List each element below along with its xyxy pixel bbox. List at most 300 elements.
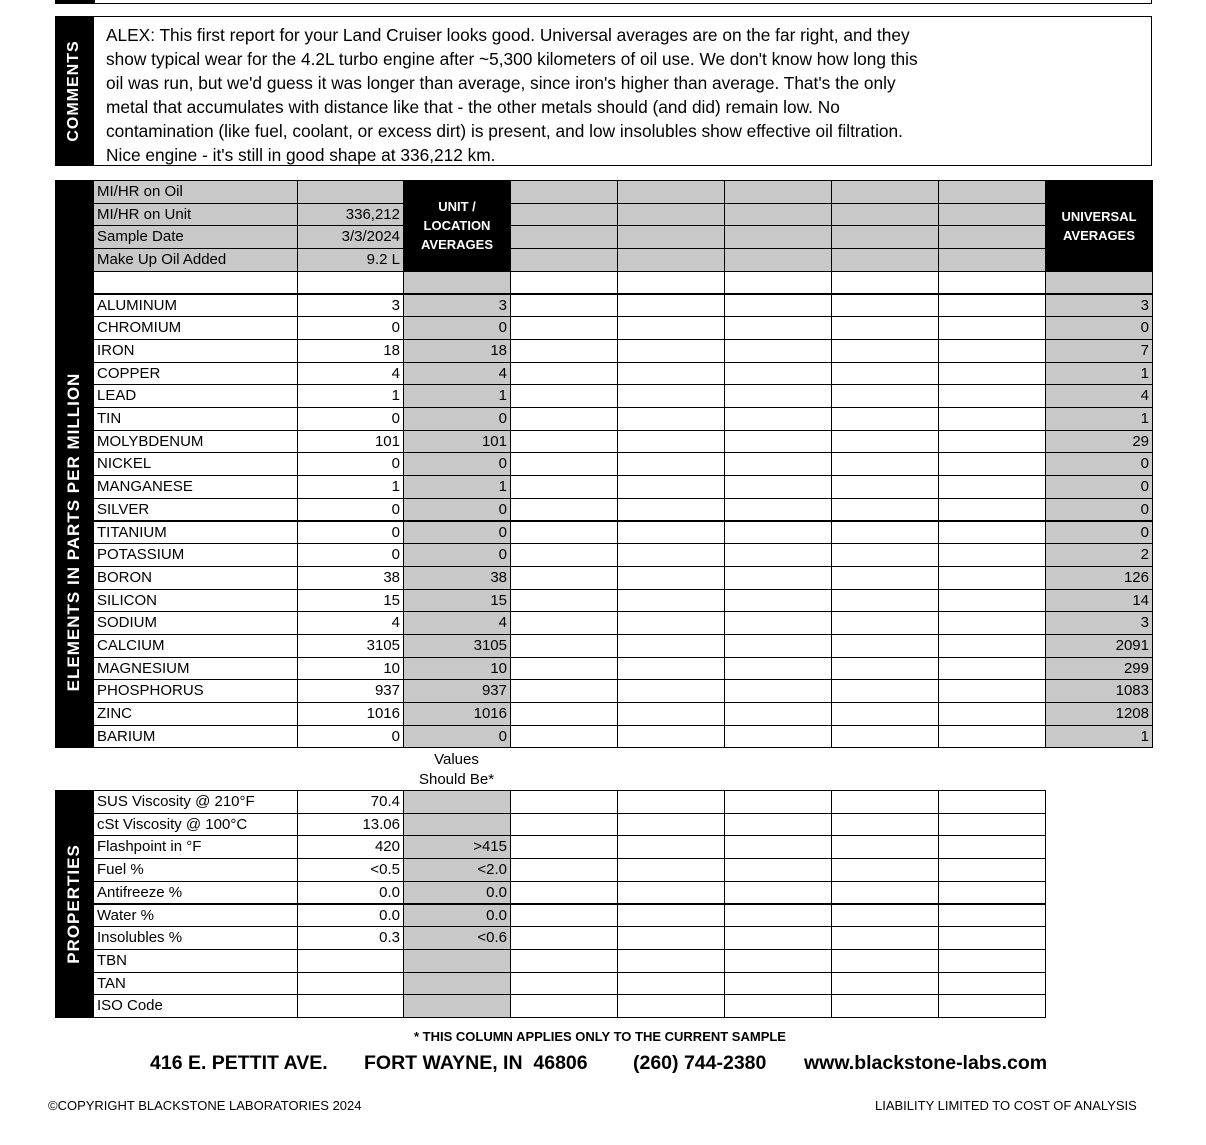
header-history-cell: [724, 203, 832, 227]
property-name: TBN: [93, 949, 298, 973]
header-history-cell: [831, 225, 939, 249]
element-value: 1: [297, 384, 404, 408]
element-history-cell: [831, 679, 939, 703]
elements-label-text: ELEMENTS IN PARTS PER MILLION: [64, 372, 83, 692]
element-name: LEAD: [93, 384, 298, 408]
element-name: BORON: [93, 566, 298, 590]
element-unit-average: 1: [403, 475, 511, 499]
element-history-cell: [510, 475, 618, 499]
property-history-cell: [938, 994, 1046, 1018]
element-unit-average: 15: [403, 589, 511, 613]
property-history-cell: [510, 835, 618, 859]
top-border-strip: [55, 0, 1152, 4]
element-history-cell: [510, 339, 618, 363]
element-value: 0: [297, 316, 404, 340]
property-history-cell: [938, 904, 1046, 928]
element-history-cell: [831, 362, 939, 386]
header-history-cell: [510, 180, 618, 204]
element-history-cell: [510, 679, 618, 703]
element-universal-average: 3: [1045, 294, 1153, 318]
header-history-cell: [510, 225, 618, 249]
element-unit-average: 1: [403, 384, 511, 408]
element-history-cell: [724, 339, 832, 363]
header-history-cell: [617, 203, 725, 227]
element-universal-average: 0: [1045, 316, 1153, 340]
universal-averages-header: UNIVERSAL AVERAGES: [1045, 180, 1153, 272]
element-history-cell: [938, 407, 1046, 431]
header-row-label: Sample Date: [93, 225, 298, 249]
element-history-cell: [831, 702, 939, 726]
element-universal-average: 0: [1045, 475, 1153, 499]
element-history-cell: [617, 725, 725, 749]
element-history-cell: [938, 589, 1046, 613]
property-value: [297, 972, 404, 996]
elements-section-label: [55, 180, 93, 748]
property-value: 70.4: [297, 790, 404, 814]
column-footnote: * THIS COLUMN APPLIES ONLY TO THE CURRENT SAMPLE: [414, 1029, 786, 1044]
element-history-cell: [938, 634, 1046, 658]
spacer-cell: [93, 271, 298, 295]
element-unit-average: 4: [403, 611, 511, 635]
element-name: TITANIUM: [93, 521, 298, 545]
element-value: 15: [297, 589, 404, 613]
property-history-cell: [831, 926, 939, 950]
property-history-cell: [617, 881, 725, 905]
element-unit-average: 0: [403, 452, 511, 476]
header-row-value: 9.2 L: [297, 248, 404, 272]
element-history-cell: [938, 679, 1046, 703]
header-history-cell: [831, 180, 939, 204]
element-name: CALCIUM: [93, 634, 298, 658]
property-history-cell: [617, 904, 725, 928]
element-history-cell: [938, 452, 1046, 476]
element-history-cell: [510, 294, 618, 318]
element-value: 0: [297, 543, 404, 567]
element-history-cell: [831, 430, 939, 454]
element-universal-average: 1: [1045, 362, 1153, 386]
spacer-cell: [510, 271, 618, 295]
property-history-cell: [617, 926, 725, 950]
element-name: MAGNESIUM: [93, 657, 298, 681]
element-history-cell: [510, 430, 618, 454]
spacer-cell: [938, 271, 1046, 295]
element-history-cell: [724, 657, 832, 681]
property-history-cell: [831, 972, 939, 996]
element-value: 0: [297, 452, 404, 476]
property-history-cell: [617, 972, 725, 996]
element-universal-average: 0: [1045, 498, 1153, 522]
element-history-cell: [831, 294, 939, 318]
property-history-cell: [510, 904, 618, 928]
element-history-cell: [617, 702, 725, 726]
header-history-cell: [510, 248, 618, 272]
element-history-cell: [617, 294, 725, 318]
property-history-cell: [510, 949, 618, 973]
element-history-cell: [617, 384, 725, 408]
lab-city: FORT WAYNE, IN 46806: [364, 1052, 588, 1074]
comment-line: ALEX: This first report for your Land Cruiser looks good. Universal averages are on the far right, and they: [106, 25, 910, 45]
element-history-cell: [831, 452, 939, 476]
element-universal-average: 299: [1045, 657, 1153, 681]
property-should-be: <2.0: [403, 858, 511, 882]
element-history-cell: [617, 316, 725, 340]
element-history-cell: [510, 725, 618, 749]
element-history-cell: [617, 543, 725, 567]
element-history-cell: [617, 430, 725, 454]
element-history-cell: [831, 339, 939, 363]
header-history-cell: [724, 225, 832, 249]
property-history-cell: [724, 972, 832, 996]
element-universal-average: 4: [1045, 384, 1153, 408]
property-history-cell: [510, 858, 618, 882]
element-history-cell: [724, 702, 832, 726]
element-unit-average: 0: [403, 521, 511, 545]
property-should-be: >415: [403, 835, 511, 859]
element-value: 4: [297, 362, 404, 386]
element-name: MANGANESE: [93, 475, 298, 499]
element-history-cell: [938, 657, 1046, 681]
element-universal-average: 14: [1045, 589, 1153, 613]
element-history-cell: [617, 634, 725, 658]
property-history-cell: [831, 994, 939, 1018]
property-history-cell: [617, 813, 725, 837]
element-history-cell: [831, 589, 939, 613]
property-history-cell: [724, 904, 832, 928]
element-history-cell: [510, 407, 618, 431]
element-value: 1: [297, 475, 404, 499]
element-history-cell: [831, 566, 939, 590]
element-name: ALUMINUM: [93, 294, 298, 318]
comment-line: Nice engine - it's still in good shape at 336,212 km.: [106, 144, 496, 165]
element-unit-average: 101: [403, 430, 511, 454]
spacer-cell: [831, 271, 939, 295]
property-history-cell: [617, 994, 725, 1018]
element-history-cell: [938, 430, 1046, 454]
property-name: TAN: [93, 972, 298, 996]
element-universal-average: 2091: [1045, 634, 1153, 658]
element-value: 0: [297, 498, 404, 522]
element-universal-average: 3: [1045, 611, 1153, 635]
element-name: PHOSPHORUS: [93, 679, 298, 703]
element-name: BARIUM: [93, 725, 298, 749]
property-name: Insolubles %: [93, 926, 298, 950]
element-unit-average: 4: [403, 362, 511, 386]
property-history-cell: [724, 949, 832, 973]
element-history-cell: [510, 362, 618, 386]
spacer-cell: [297, 271, 404, 295]
comment-line: show typical wear for the 4.2L turbo engine after ~5,300 kilometers of oil use. We don't know how long this: [106, 48, 918, 69]
element-history-cell: [831, 657, 939, 681]
element-history-cell: [617, 498, 725, 522]
property-history-cell: [724, 790, 832, 814]
property-history-cell: [617, 835, 725, 859]
element-history-cell: [510, 316, 618, 340]
header-history-cell: [831, 203, 939, 227]
element-history-cell: [831, 521, 939, 545]
element-history-cell: [510, 384, 618, 408]
element-unit-average: 0: [403, 316, 511, 340]
element-history-cell: [831, 407, 939, 431]
header-history-cell: [617, 248, 725, 272]
header-history-cell: [938, 180, 1046, 204]
element-value: 38: [297, 566, 404, 590]
element-history-cell: [724, 498, 832, 522]
element-history-cell: [938, 362, 1046, 386]
copyright-text: ©COPYRIGHT BLACKSTONE LABORATORIES 2024: [48, 1098, 362, 1113]
values-should-be-note: [403, 750, 510, 790]
element-history-cell: [510, 498, 618, 522]
property-history-cell: [510, 926, 618, 950]
element-value: 3: [297, 294, 404, 318]
property-value: 0.0: [297, 881, 404, 905]
element-value: 10: [297, 657, 404, 681]
element-history-cell: [617, 452, 725, 476]
element-name: COPPER: [93, 362, 298, 386]
element-universal-average: 29: [1045, 430, 1153, 454]
element-history-cell: [938, 611, 1046, 635]
property-should-be: [403, 994, 511, 1018]
property-history-cell: [938, 972, 1046, 996]
header-row-value: 3/3/2024: [297, 225, 404, 249]
property-should-be: [403, 949, 511, 973]
property-history-cell: [938, 813, 1046, 837]
property-history-cell: [831, 904, 939, 928]
liability-text: LIABILITY LIMITED TO COST OF ANALYSIS: [875, 1098, 1137, 1113]
property-history-cell: [510, 881, 618, 905]
element-history-cell: [617, 589, 725, 613]
element-history-cell: [938, 521, 1046, 545]
header-row-label: Make Up Oil Added: [93, 248, 298, 272]
spacer-cell: [403, 271, 511, 295]
properties-section-label: [55, 790, 93, 1018]
element-history-cell: [510, 702, 618, 726]
property-value: 0.3: [297, 926, 404, 950]
element-history-cell: [510, 657, 618, 681]
element-history-cell: [938, 725, 1046, 749]
element-universal-average: 1: [1045, 407, 1153, 431]
element-history-cell: [938, 475, 1046, 499]
element-history-cell: [510, 452, 618, 476]
element-history-cell: [724, 294, 832, 318]
spacer-cell: [1045, 271, 1153, 295]
element-universal-average: 2: [1045, 543, 1153, 567]
element-history-cell: [938, 339, 1046, 363]
property-should-be: [403, 813, 511, 837]
property-value: 13.06: [297, 813, 404, 837]
property-name: ISO Code: [93, 994, 298, 1018]
property-value: [297, 994, 404, 1018]
property-history-cell: [831, 835, 939, 859]
property-name: Fuel %: [93, 858, 298, 882]
element-history-cell: [831, 725, 939, 749]
element-value: 937: [297, 679, 404, 703]
element-history-cell: [724, 407, 832, 431]
property-value: <0.5: [297, 858, 404, 882]
element-name: POTASSIUM: [93, 543, 298, 567]
element-unit-average: 0: [403, 543, 511, 567]
property-history-cell: [510, 790, 618, 814]
element-history-cell: [617, 339, 725, 363]
element-history-cell: [938, 702, 1046, 726]
element-history-cell: [510, 634, 618, 658]
unit-location-averages-header: UNIT / LOCATION AVERAGES: [403, 180, 511, 272]
element-universal-average: 7: [1045, 339, 1153, 363]
property-history-cell: [831, 949, 939, 973]
element-universal-average: 1083: [1045, 679, 1153, 703]
element-universal-average: 0: [1045, 452, 1153, 476]
element-unit-average: 0: [403, 498, 511, 522]
element-history-cell: [724, 452, 832, 476]
property-history-cell: [938, 858, 1046, 882]
property-value: [297, 949, 404, 973]
element-unit-average: 0: [403, 725, 511, 749]
property-history-cell: [617, 949, 725, 973]
element-history-cell: [617, 566, 725, 590]
header-history-cell: [724, 248, 832, 272]
property-name: SUS Viscosity @ 210°F: [93, 790, 298, 814]
property-history-cell: [724, 994, 832, 1018]
element-name: TIN: [93, 407, 298, 431]
spacer-cell: [617, 271, 725, 295]
header-row-label: MI/HR on Oil: [93, 180, 298, 204]
element-history-cell: [724, 725, 832, 749]
property-history-cell: [831, 858, 939, 882]
element-history-cell: [724, 611, 832, 635]
property-name: Antifreeze %: [93, 881, 298, 905]
header-history-cell: [510, 203, 618, 227]
element-name: SODIUM: [93, 611, 298, 635]
comment-line: oil was run, but we'd guess it was longer than average, since iron's higher than average. That's the only: [106, 72, 896, 93]
element-value: 0: [297, 407, 404, 431]
element-history-cell: [938, 543, 1046, 567]
element-history-cell: [617, 611, 725, 635]
property-history-cell: [938, 881, 1046, 905]
element-history-cell: [510, 589, 618, 613]
element-history-cell: [617, 679, 725, 703]
property-history-cell: [724, 813, 832, 837]
header-row-value: [297, 180, 404, 204]
element-history-cell: [938, 316, 1046, 340]
property-history-cell: [724, 835, 832, 859]
element-history-cell: [938, 384, 1046, 408]
property-value: 420: [297, 835, 404, 859]
property-name: Flashpoint in °F: [93, 835, 298, 859]
property-should-be: 0.0: [403, 881, 511, 905]
header-history-cell: [938, 248, 1046, 272]
comments-box: [93, 16, 1152, 166]
property-history-cell: [510, 972, 618, 996]
element-history-cell: [617, 407, 725, 431]
property-history-cell: [831, 881, 939, 905]
property-history-cell: [724, 926, 832, 950]
header-history-cell: [617, 180, 725, 204]
header-row-label: MI/HR on Unit: [93, 203, 298, 227]
element-history-cell: [938, 566, 1046, 590]
property-name: cSt Viscosity @ 100°C: [93, 813, 298, 837]
element-unit-average: 3105: [403, 634, 511, 658]
element-unit-average: 1016: [403, 702, 511, 726]
property-history-cell: [938, 949, 1046, 973]
element-history-cell: [724, 384, 832, 408]
element-universal-average: 0: [1045, 521, 1153, 545]
element-history-cell: [510, 521, 618, 545]
lab-website-link[interactable]: www.blackstone-labs.com: [804, 1052, 1048, 1074]
element-unit-average: 937: [403, 679, 511, 703]
element-history-cell: [724, 316, 832, 340]
element-history-cell: [724, 430, 832, 454]
element-history-cell: [831, 384, 939, 408]
element-value: 1016: [297, 702, 404, 726]
element-name: SILICON: [93, 589, 298, 613]
property-history-cell: [617, 858, 725, 882]
element-name: SILVER: [93, 498, 298, 522]
comment-line: metal that accumulates with distance like that - the other metals should (and did) remain low. No: [106, 96, 840, 117]
header-history-cell: [617, 225, 725, 249]
spacer-cell: [724, 271, 832, 295]
element-history-cell: [724, 543, 832, 567]
element-history-cell: [831, 543, 939, 567]
element-history-cell: [724, 589, 832, 613]
element-history-cell: [617, 475, 725, 499]
element-value: 4: [297, 611, 404, 635]
element-value: 101: [297, 430, 404, 454]
element-unit-average: 18: [403, 339, 511, 363]
element-history-cell: [724, 362, 832, 386]
lab-address: 416 E. PETTIT AVE.: [150, 1052, 328, 1074]
lab-phone: (260) 744-2380: [633, 1052, 767, 1074]
property-should-be: [403, 972, 511, 996]
property-history-cell: [938, 790, 1046, 814]
comments-label-text: COMMENTS: [65, 40, 82, 142]
element-history-cell: [724, 679, 832, 703]
element-universal-average: 1208: [1045, 702, 1153, 726]
values-note-line2: Should Be*: [418, 771, 495, 788]
element-unit-average: 0: [403, 407, 511, 431]
property-name: Water %: [93, 904, 298, 928]
property-history-cell: [831, 790, 939, 814]
property-should-be: <0.6: [403, 926, 511, 950]
element-history-cell: [617, 521, 725, 545]
element-value: 3105: [297, 634, 404, 658]
header-history-cell: [938, 225, 1046, 249]
property-history-cell: [831, 813, 939, 837]
property-history-cell: [724, 881, 832, 905]
property-history-cell: [938, 926, 1046, 950]
values-note-line1: Values: [434, 751, 479, 768]
element-history-cell: [831, 498, 939, 522]
element-unit-average: 38: [403, 566, 511, 590]
element-history-cell: [510, 566, 618, 590]
element-history-cell: [831, 634, 939, 658]
element-unit-average: 3: [403, 294, 511, 318]
element-value: 0: [297, 725, 404, 749]
property-should-be: 0.0: [403, 904, 511, 928]
property-value: 0.0: [297, 904, 404, 928]
element-value: 18: [297, 339, 404, 363]
header-row-value: 336,212: [297, 203, 404, 227]
element-value: 0: [297, 521, 404, 545]
element-history-cell: [724, 566, 832, 590]
element-history-cell: [831, 475, 939, 499]
element-name: CHROMIUM: [93, 316, 298, 340]
property-history-cell: [617, 790, 725, 814]
element-name: ZINC: [93, 702, 298, 726]
element-history-cell: [510, 543, 618, 567]
property-history-cell: [510, 994, 618, 1018]
element-name: IRON: [93, 339, 298, 363]
element-universal-average: 126: [1045, 566, 1153, 590]
comment-line: contamination (like fuel, coolant, or excess dirt) is present, and low insolubles show effective oil filtration.: [106, 120, 903, 141]
